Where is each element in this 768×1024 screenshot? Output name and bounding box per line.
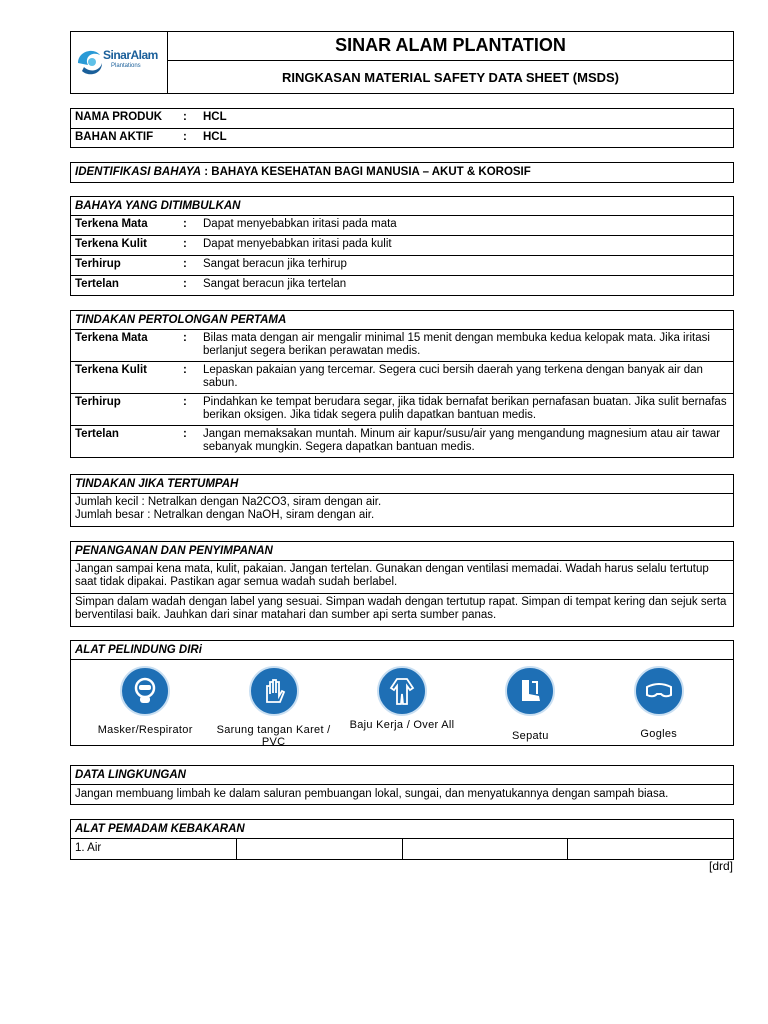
ppe-label: Masker/Respirator (97, 724, 193, 736)
extinguisher-cell (567, 839, 733, 859)
handling-paragraph: Jangan sampai kena mata, kulit, pakaian. Jangan tertelan. Gunakan dengan ventilasi memadai. Wadah harus selalu tertutup saat tidak dipakai. Pastikan agar semua wadah sudah berlabel. (71, 560, 733, 593)
colon: : (183, 218, 187, 230)
row-value: Jangan memaksakan muntah. Minum air kapur/susu/air yang mengandung magnesium atau air tawar sebanyak mungkin. Segera dapatkan bantuan medis. (203, 428, 721, 453)
footer-code: [drd] (708, 859, 733, 873)
row-label: Terkena Mata (75, 218, 148, 230)
row-label: Terkena Kulit (75, 238, 147, 250)
ppe-label: Sarung tangan Karet / PVC (216, 724, 331, 748)
product-row (71, 109, 733, 128)
table-row (71, 361, 733, 393)
glove-icon (249, 666, 299, 716)
table-row (71, 329, 733, 361)
colon: : (183, 111, 187, 123)
spill-text (71, 493, 733, 526)
first-aid-section (70, 310, 734, 458)
extinguisher-cell: 1. Air (75, 842, 102, 854)
first-aid-title: TINDAKAN PERTOLONGAN PERTAMA (75, 314, 287, 326)
handling-section (70, 541, 734, 627)
row-value: Dapat menyebabkan iritasi pada mata (203, 218, 397, 230)
active-ingredient-value: HCL (203, 131, 227, 143)
hazard-id-value: : BAHAYA KESEHATAN BAGI MANUSIA – AKUT & KOROSIF (204, 166, 531, 178)
row-label: Terkena Mata (75, 332, 148, 344)
storage-paragraph: Simpan dalam wadah dengan label yang sesuai. Simpan wadah dengan tertutup rapat. Simpan di tempat kering dan sejuk serta berventilasi baik. Jauhkan dari sinar matahari dan sumber api serta sumber panas. (71, 593, 733, 626)
table-row (71, 393, 733, 425)
ppe-label: Gogles (640, 728, 678, 740)
product-section (70, 108, 734, 148)
table-row (71, 275, 733, 295)
row-label: Terhirup (75, 258, 121, 270)
logo-brand-text: SinarAlam (103, 48, 158, 62)
hazards-title: BAHAYA YANG DITIMBULKAN (75, 200, 241, 212)
boot-icon (505, 666, 555, 716)
active-ingredient-row (71, 128, 733, 147)
product-label: NAMA PRODUK (75, 111, 163, 123)
row-value: Dapat menyebabkan iritasi pada kulit (203, 238, 392, 250)
extinguisher-cell (236, 839, 402, 859)
table-row (71, 425, 733, 457)
company-name: SINAR ALAM PLANTATION (168, 32, 733, 61)
row-label: Tertelan (75, 428, 119, 440)
extinguisher-section (70, 819, 734, 860)
environment-section (70, 765, 734, 805)
ppe-item-gloves (214, 666, 334, 748)
environment-text: Jangan membuang limbah ke dalam saluran pembuangan lokal, sungai, dan menyatukannya dengan sampah biasa. (71, 784, 733, 804)
table-row (71, 235, 733, 255)
ppe-item-goggles (599, 666, 719, 740)
colon: : (183, 238, 187, 250)
document-header (70, 31, 734, 94)
respirator-icon (120, 666, 170, 716)
row-label: Terhirup (75, 396, 121, 408)
ppe-label: Sepatu (512, 730, 549, 742)
row-value: Sangat beracun jika terhirup (203, 258, 347, 270)
hazard-id-label: IDENTIFIKASI BAHAYA (75, 166, 202, 178)
hazard-identification (70, 162, 734, 183)
extinguisher-title: ALAT PEMADAM KEBAKARAN (75, 823, 245, 835)
row-value: Pindahkan ke tempat berudara segar, jika tidak bernafat berikan pernafasan buatan. Jika sulit bernafas berikan oksigen. Jika tidak segera pulih dapatkan bantuan medis. (203, 396, 727, 421)
row-value: Bilas mata dengan air mengalir minimal 15 menit dengan membuka kedua kelopak mata. Jika iritasi berlanjut segera berikan perawatan medis. (203, 332, 710, 357)
colon: : (183, 258, 187, 270)
document-title: RINGKASAN MATERIAL SAFETY DATA SHEET (MSDS) (281, 69, 620, 85)
table-row (71, 215, 733, 235)
ppe-title: ALAT PELINDUNG DIRi (75, 644, 202, 656)
ppe-item-respirator (85, 666, 205, 736)
table-row (71, 255, 733, 275)
ppe-icons (71, 659, 733, 748)
ppe-item-coverall (342, 666, 462, 731)
ppe-label: Baju Kerja / Over All (349, 719, 455, 731)
colon: : (183, 131, 187, 143)
extinguisher-cell (402, 839, 568, 859)
hazards-section (70, 196, 734, 296)
row-label: Terkena Kulit (75, 364, 147, 376)
spill-line: Jumlah kecil : Netralkan dengan Na2CO3, siram dengan air. (75, 496, 382, 508)
colon: : (183, 278, 187, 290)
row-value: Sangat beracun jika tertelan (203, 278, 347, 290)
environment-title: DATA LINGKUNGAN (75, 769, 186, 781)
spill-title: TINDAKAN JIKA TERTUMPAH (75, 478, 239, 490)
row-label: Tertelan (75, 278, 119, 290)
colon: : (183, 428, 187, 440)
colon: : (183, 364, 187, 376)
ppe-section (70, 640, 734, 746)
logo-sub-text: Plantations (111, 63, 141, 69)
extinguisher-row (71, 838, 733, 859)
spill-section (70, 474, 734, 527)
spill-line: Jumlah besar : Netralkan dengan NaOH, siram dengan air. (75, 509, 375, 521)
handling-title: PENANGANAN DAN PENYIMPANAN (75, 545, 273, 557)
product-value: HCL (203, 111, 227, 123)
colon: : (183, 332, 187, 344)
coverall-icon (377, 666, 427, 716)
colon: : (183, 396, 187, 408)
row-value: Lepaskan pakaian yang tercemar. Segera cuci bersih daerah yang terkena dengan banyak air dan sabun. (203, 364, 703, 389)
goggles-icon (634, 666, 684, 716)
active-ingredient-label: BAHAN AKTIF (75, 131, 154, 143)
ppe-item-boots (470, 666, 590, 742)
